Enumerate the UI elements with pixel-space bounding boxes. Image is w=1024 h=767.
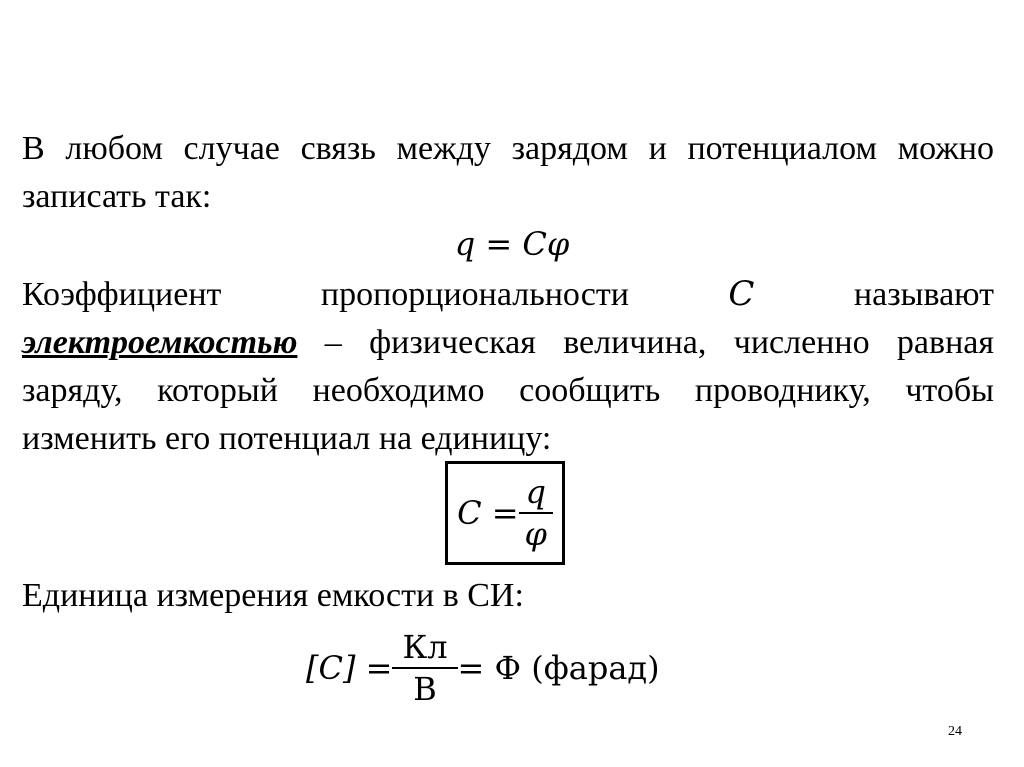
capacitance-formula-lhs: C = [457, 494, 519, 532]
unit-denominator: В [413, 670, 437, 708]
capacitance-formula-box [445, 461, 565, 565]
unit-numerator: Кл [402, 628, 448, 666]
capacitance-term: электроемкостью [22, 324, 298, 361]
capacitance-symbol: C [728, 274, 755, 314]
charge-potential-equation: q = Cφ [454, 225, 570, 263]
page-number: 24 [948, 724, 962, 739]
definition-paragraph [22, 270, 994, 463]
unit-equation-rhs: = Ф (фарад) [457, 649, 660, 687]
unit-equation-lhs: [C] = [306, 649, 393, 687]
capacitance-denominator: φ [524, 515, 547, 553]
si-unit-equation [306, 620, 660, 716]
capacitance-fraction [519, 472, 553, 554]
definition-text-start: Коэффициент пропорциональности [22, 276, 729, 313]
intro-paragraph: В любом случае связь между зарядом и потенциалом можно записать так: [22, 130, 994, 215]
unit-fraction [392, 627, 457, 709]
definition-text-middle: называют [754, 276, 994, 313]
definition-text-end: – физическая величина, численно равная заряду, который необходимо сообщить проводнику, чтобы изменить его потенциал на единицу: [22, 324, 994, 457]
si-unit-paragraph: Единица измерения емкости в СИ: [22, 577, 524, 614]
capacitance-numerator: q [525, 473, 546, 511]
